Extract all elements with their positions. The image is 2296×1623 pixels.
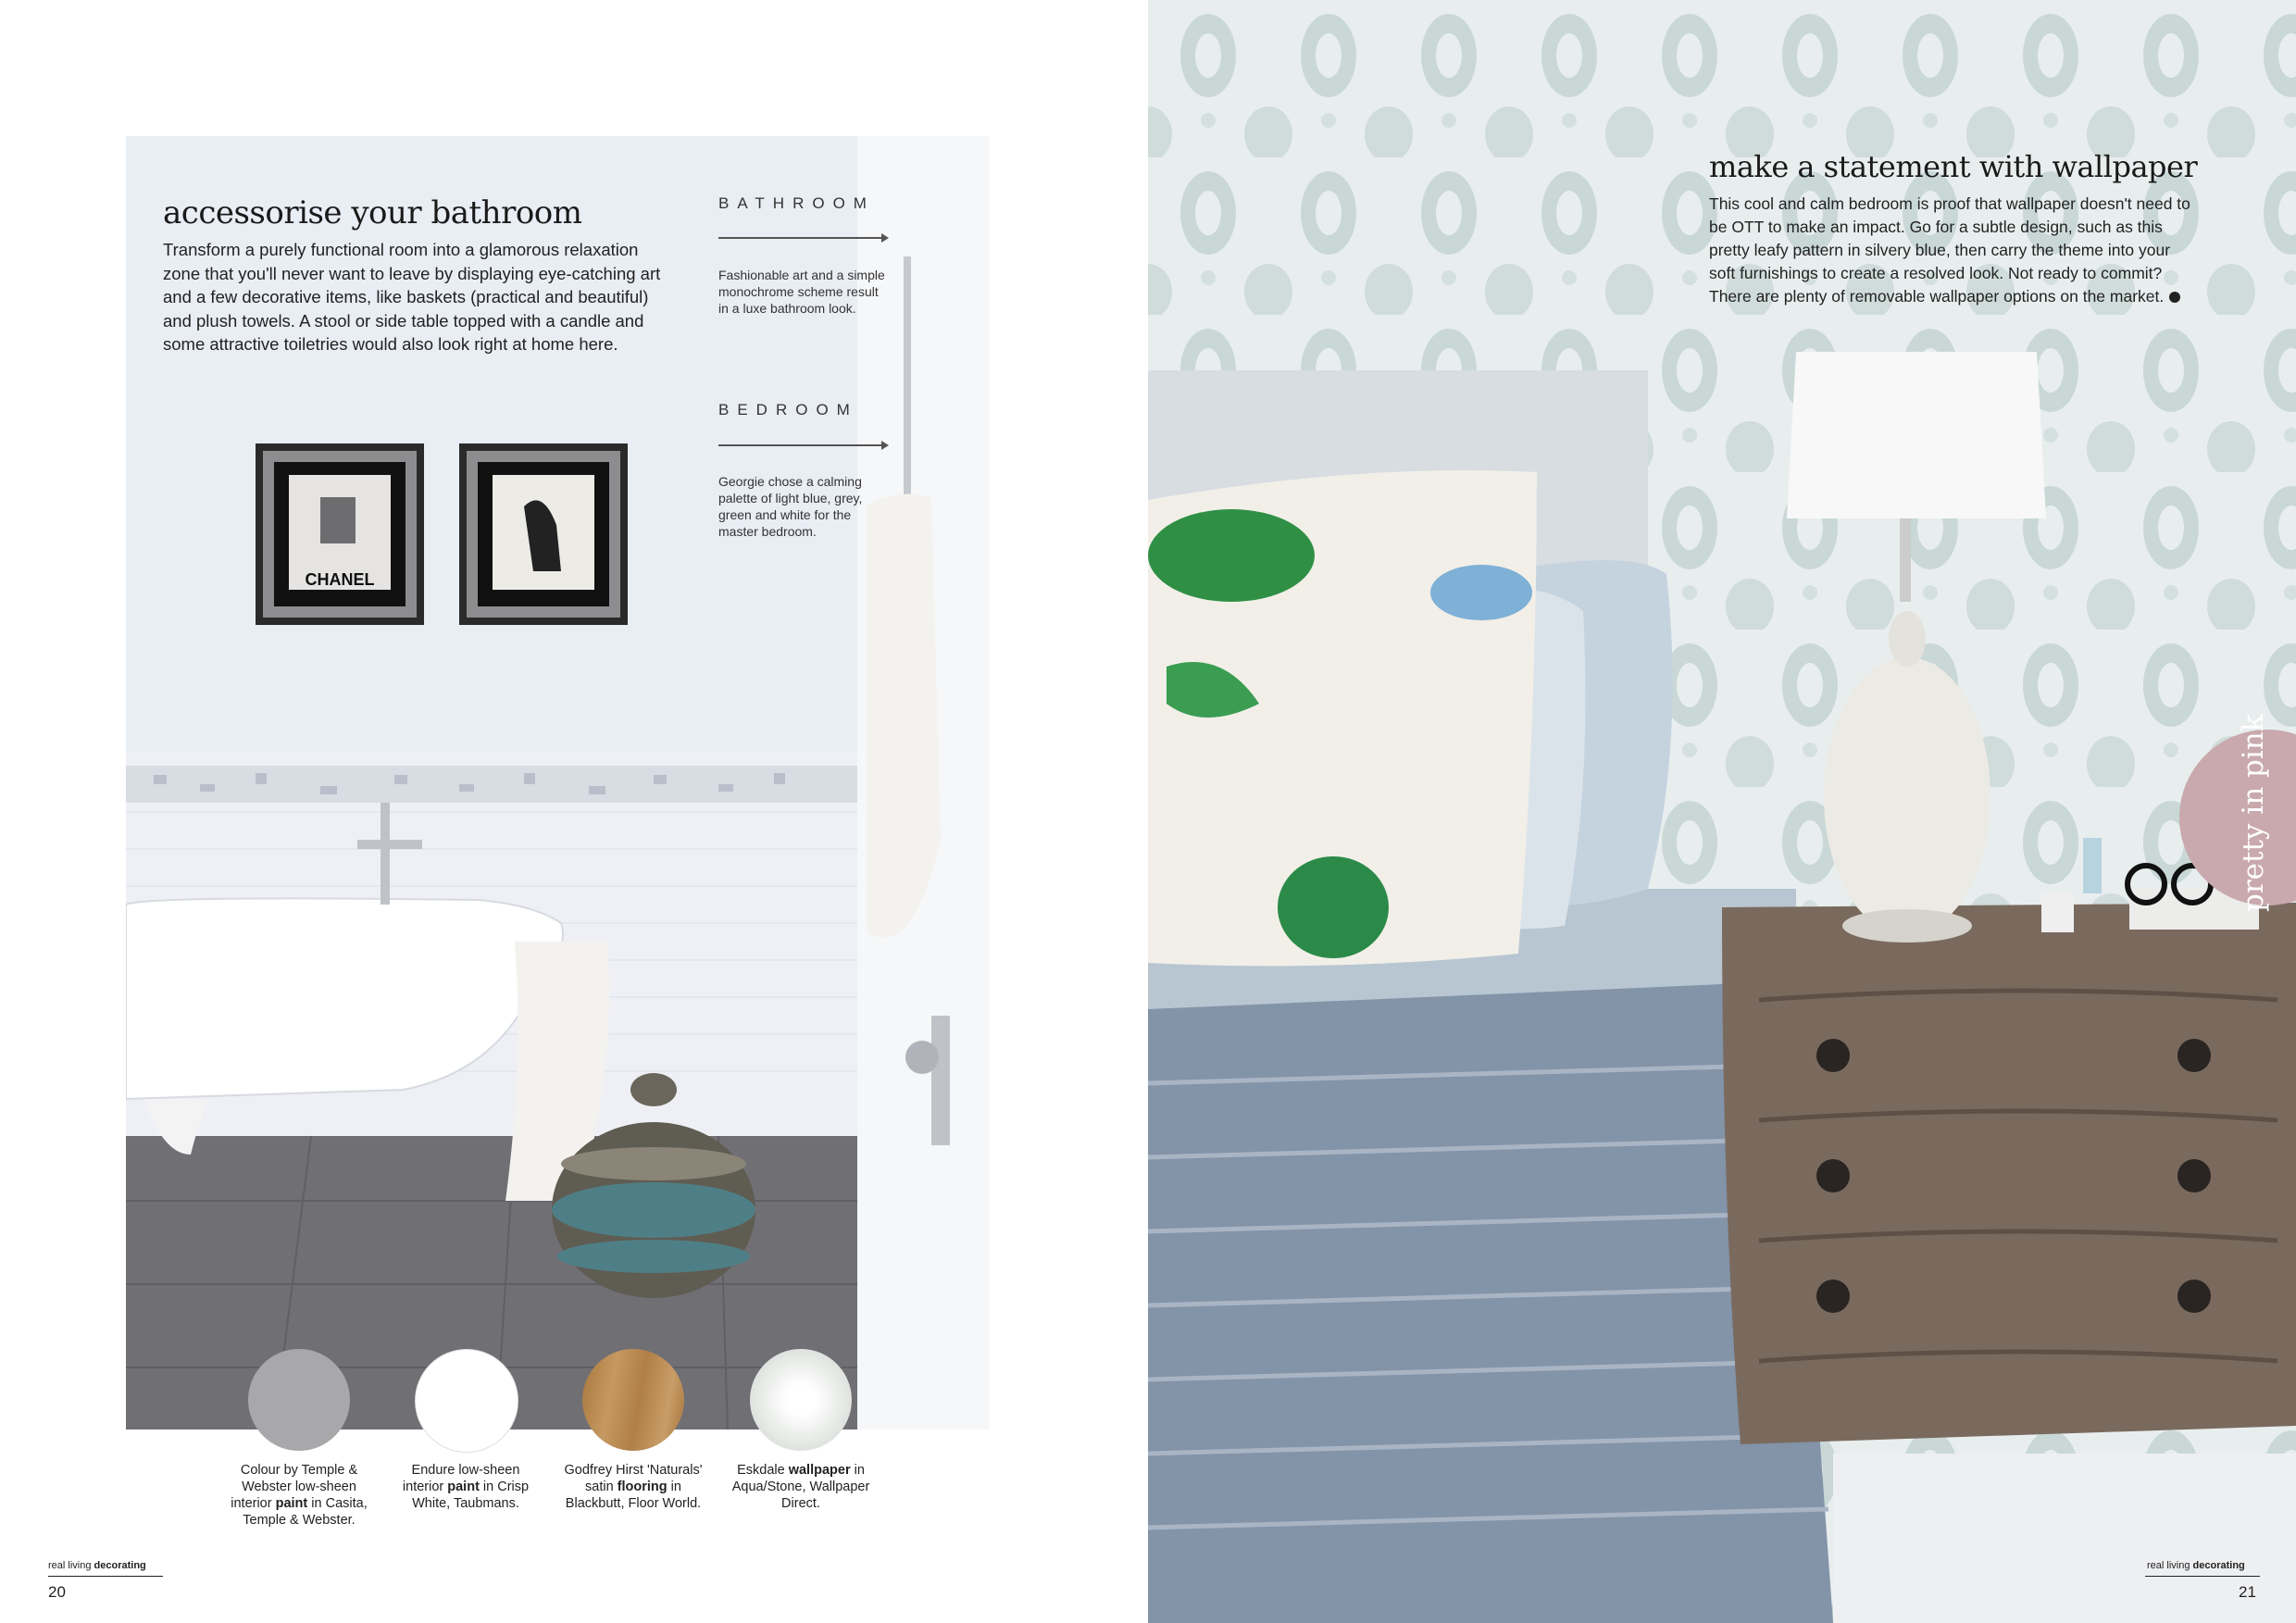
swatch-paint-casita — [248, 1349, 350, 1451]
swatch-caption-paint-crisp-white: Endure low-sheen interior paint in Crisp White, Taubmans. — [402, 1463, 530, 1511]
sidebar-caption-bedroom: Georgie chose a calming palette of light blue, grey, green and white for the master bedroom. — [718, 474, 863, 539]
swatch-flooring-blackbutt — [582, 1349, 684, 1451]
sidebar-heading-bathroom: BATHROOM — [718, 194, 875, 212]
sidebar-rule-bedroom — [718, 444, 887, 446]
swatch-caption-paint-casita: Colour by Temple & Webster low-sheen interior paint in Casita, Temple & Webster. — [231, 1463, 368, 1528]
wallpaper-heading: make a statement with wallpaper — [1709, 149, 2198, 184]
chanel-print-text: CHANEL — [305, 570, 375, 589]
sidebar-caption-bathroom: Fashionable art and a simple monochrome scheme result in a luxe bathroom look. — [718, 268, 885, 316]
swatch-wallpaper-eskdale — [750, 1349, 852, 1451]
sidebar-heading-bedroom: BEDROOM — [718, 401, 858, 418]
folio-rule-right — [2145, 1576, 2260, 1577]
page-number-right: 21 — [2239, 1583, 2256, 1601]
swatch-paint-crisp-white — [415, 1349, 518, 1453]
folio-tag-left: real living decorating — [48, 1560, 146, 1571]
framed-art-left — [256, 443, 424, 625]
section-tab-label: pretty in pink — [2237, 714, 2270, 912]
wallpaper-body-text: This cool and calm bedroom is proof that wallpaper doesn't need to be OTT to make an impact. Go for a subtle design, such as this pretty leafy pattern in silvery blue, then carry the theme into your soft furnishings to create a resolved look. Not ready to commit? There are plenty of removable wallpaper options on the market. — [1709, 194, 2190, 306]
swatch-caption-wallpaper: Eskdale wallpaper in Aqua/Stone, Wallpaper Direct. — [731, 1463, 870, 1511]
end-mark-icon — [2169, 292, 2180, 303]
swatch-caption-flooring: Godfrey Hirst 'Naturals' satin flooring in Blackbutt, Floor World. — [564, 1463, 703, 1511]
folio-tag-right: real living decorating — [2147, 1560, 2245, 1571]
bathroom-heading: accessorise your bathroom — [163, 194, 582, 231]
bathroom-body-text: Transform a purely functional room into a glamorous relaxation zone that you'll never want to leave by displaying eye-catching art and a few decorative items, like baskets (practical and beautiful) and plush towels. A stool or side table topped with a candle and some attractive toiletries would also look right at home here. — [163, 240, 661, 354]
page-number-left: 20 — [48, 1583, 66, 1601]
framed-art-right — [459, 443, 628, 625]
folio-rule-left — [48, 1576, 163, 1577]
sidebar-rule-bathroom — [718, 237, 887, 239]
